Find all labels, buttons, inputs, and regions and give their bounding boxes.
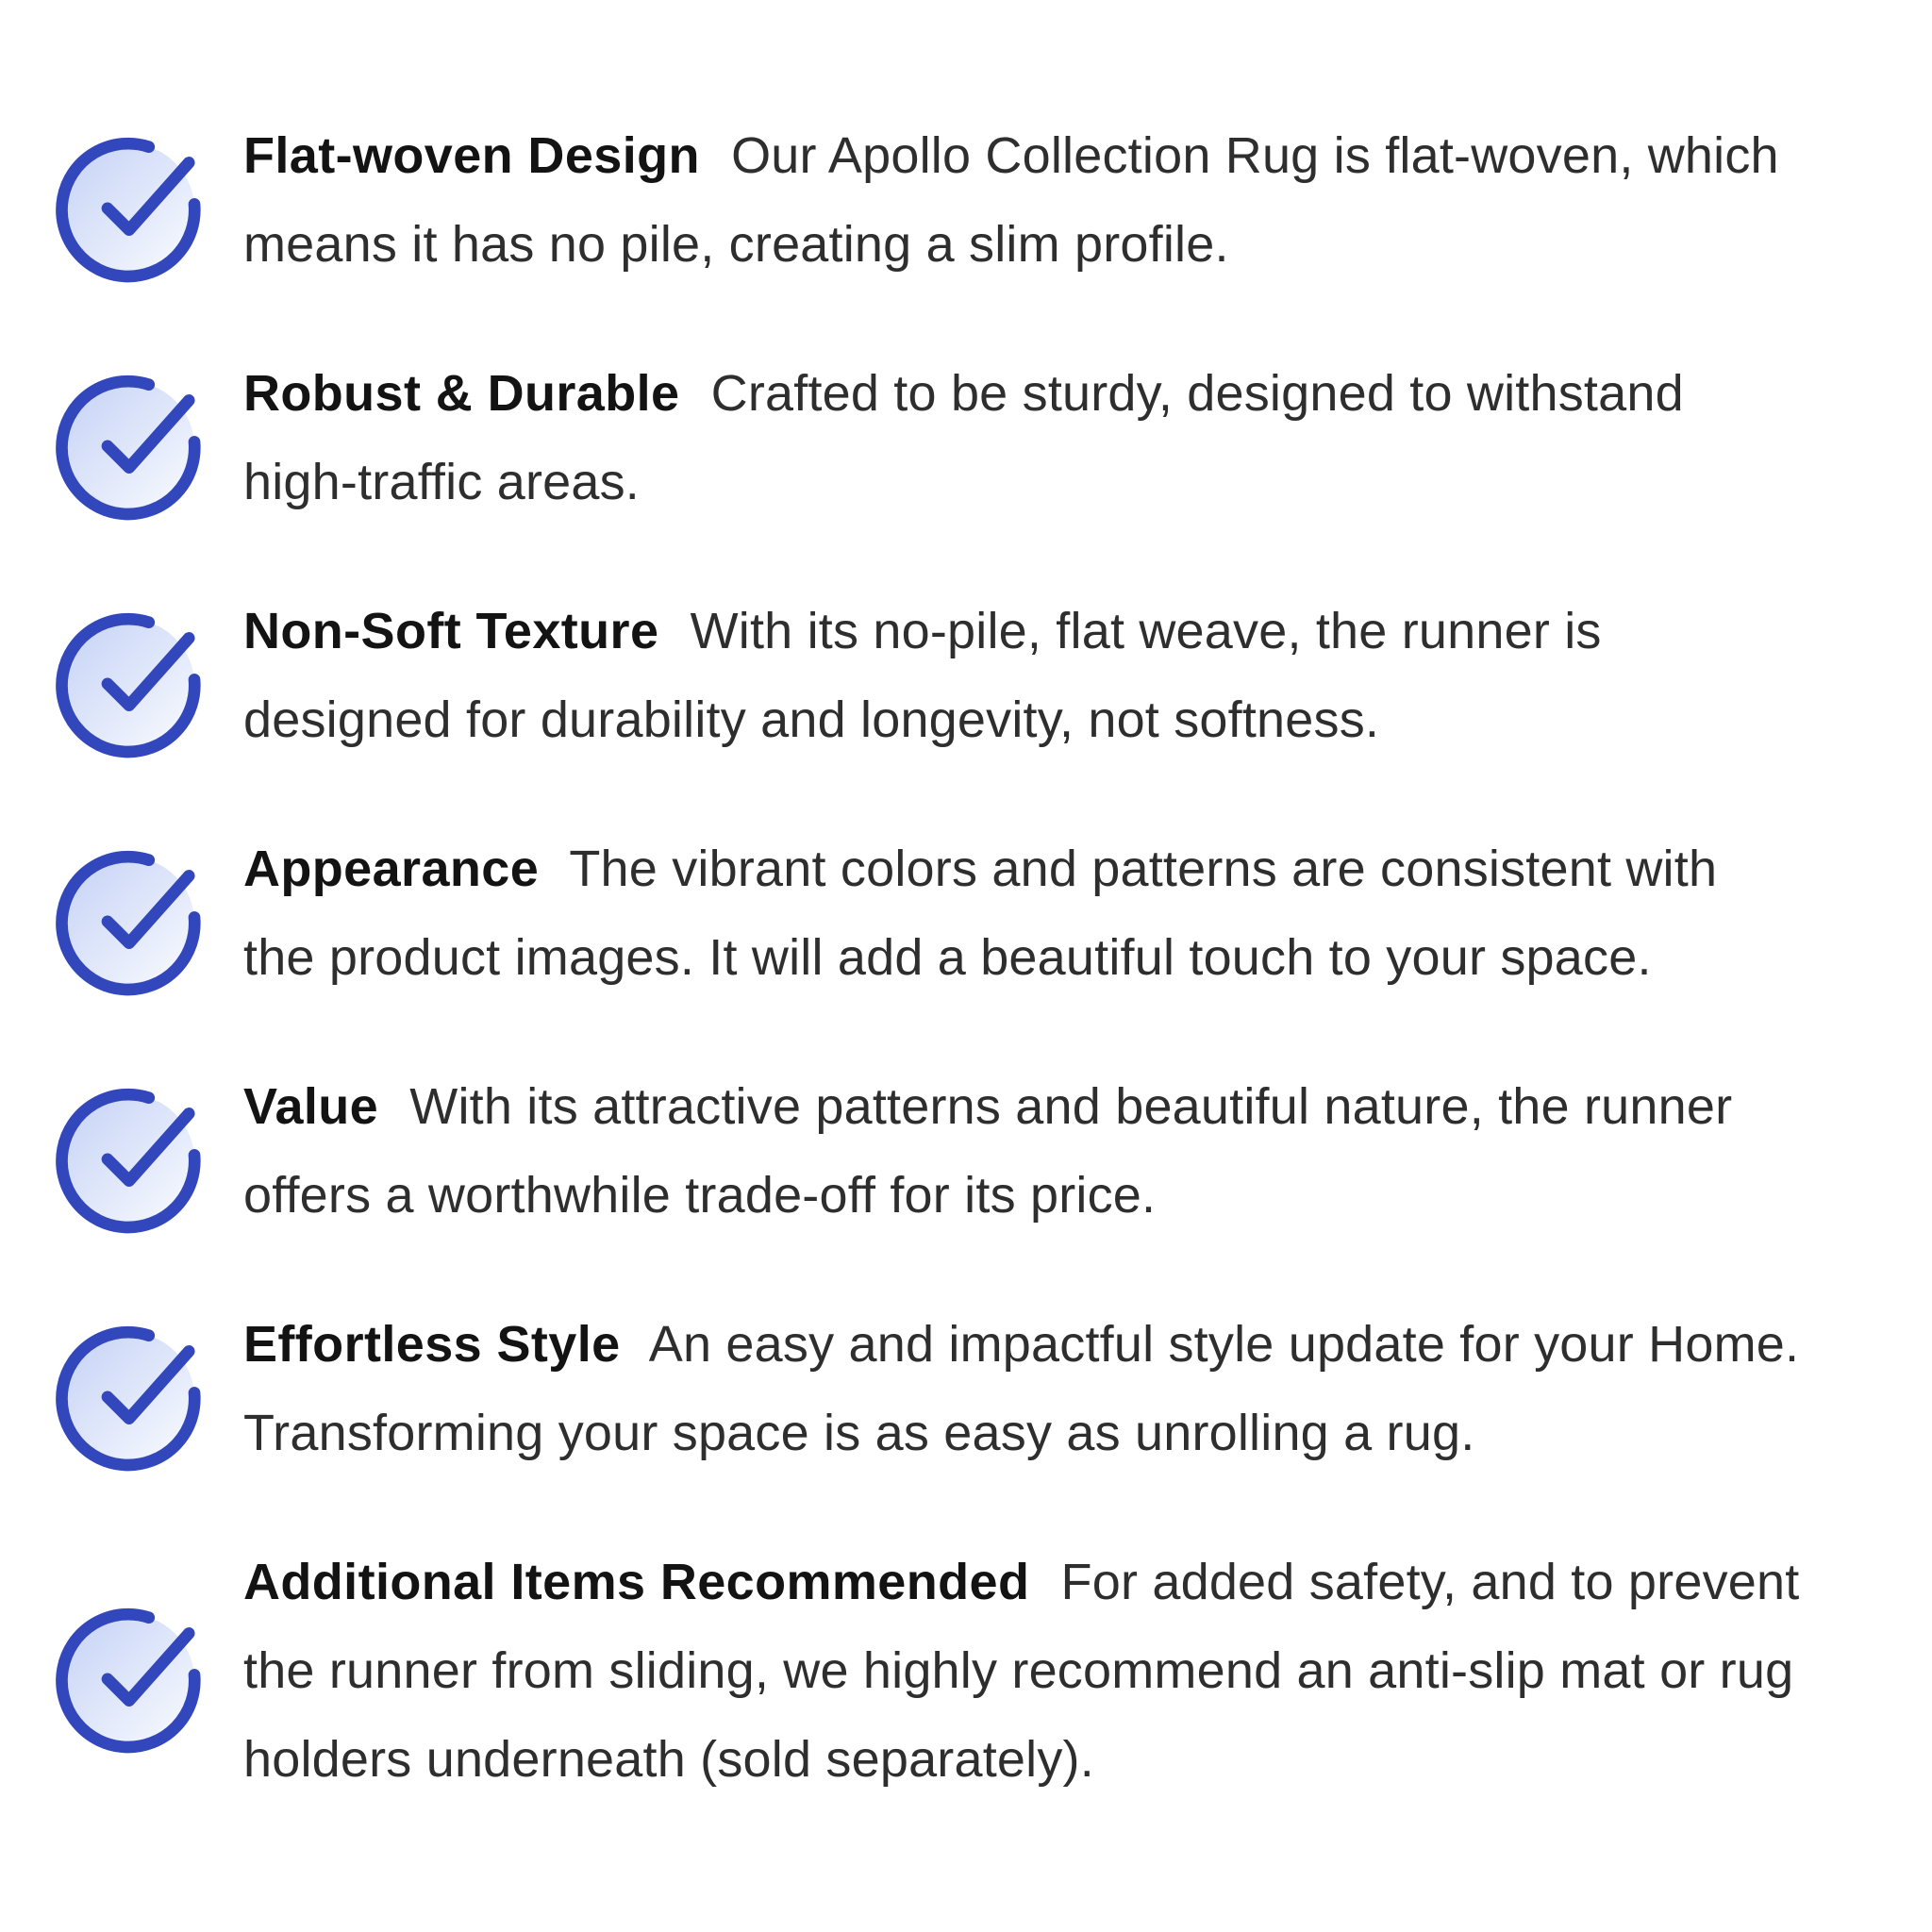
feature-description: An easy and impactful style update for your Home. Transforming your space is as easy as unrolling a rug.: [243, 1316, 1800, 1461]
feature-description: Our Apollo Collection Rug is flat-woven, which means it has no pile, creating a slim profile.: [243, 127, 1779, 273]
feature-text: [243, 1062, 1800, 1240]
check-circle-icon: [52, 830, 243, 996]
check-circle-icon: [52, 117, 243, 283]
feature-item: [52, 824, 1847, 1002]
feature-title: Robust & Durable: [243, 365, 680, 422]
feature-description: With its no-pile, flat weave, the runner is designed for durability and longevity, not softness.: [243, 603, 1602, 748]
feature-title: Value: [243, 1078, 379, 1135]
feature-title: Additional Items Recommended: [243, 1554, 1030, 1610]
feature-text: [243, 1538, 1800, 1804]
feature-description: With its attractive patterns and beautiful nature, the runner offers a worthwhile trade-off for its price.: [243, 1078, 1733, 1224]
feature-title: Non-Soft Texture: [243, 603, 659, 659]
feature-text: [243, 1300, 1800, 1477]
feature-description: The vibrant colors and patterns are consistent with the product images. It will add a beautiful touch to your space.: [243, 841, 1718, 986]
feature-text: [243, 111, 1800, 289]
check-circle-icon: [52, 1068, 243, 1234]
feature-item: [52, 1538, 1847, 1804]
feature-item: [52, 349, 1847, 526]
check-circle-icon: [52, 1306, 243, 1472]
feature-title: Appearance: [243, 841, 540, 897]
check-circle-icon: [52, 355, 243, 521]
feature-item: [52, 587, 1847, 764]
feature-item: [52, 111, 1847, 289]
check-circle-icon: [52, 592, 243, 758]
feature-description: Crafted to be sturdy, designed to withstand high-traffic areas.: [243, 365, 1684, 510]
feature-text: [243, 824, 1800, 1002]
feature-text: [243, 587, 1800, 764]
feature-title: Effortless Style: [243, 1316, 621, 1373]
feature-item: [52, 1300, 1847, 1477]
feature-text: [243, 349, 1800, 526]
feature-item: [52, 1062, 1847, 1240]
feature-title: Flat-woven Design: [243, 127, 700, 184]
feature-description: For added safety, and to prevent the runner from sliding, we highly recommend an anti-slip mat or rug holders underneath (sold separately).: [243, 1554, 1800, 1788]
check-circle-icon: [52, 1588, 243, 1754]
